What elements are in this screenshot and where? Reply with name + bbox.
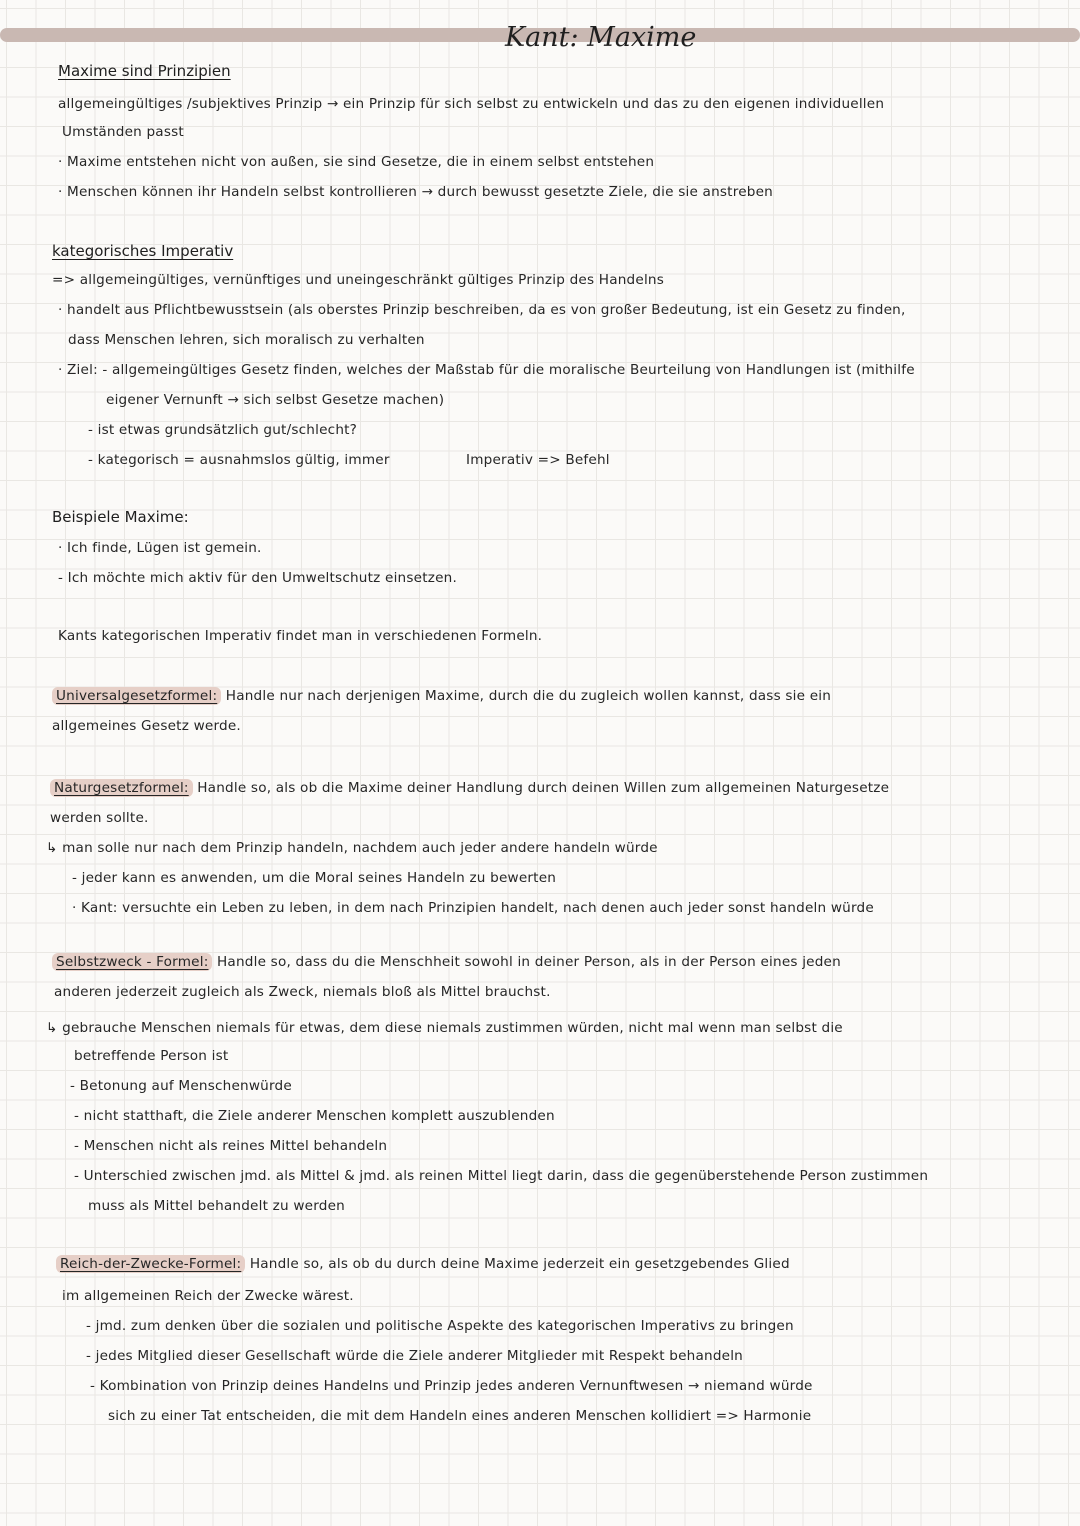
side-note: Imperativ => Befehl xyxy=(466,452,610,468)
text-line: ↳ man solle nur nach dem Prinzip handeln, nachdem auch jeder andere handeln würde xyxy=(46,840,658,856)
formula-label: Naturgesetzformel: xyxy=(50,779,193,797)
text-line: · Maxime entstehen nicht von außen, sie sind Gesetze, die in einem selbst entstehen xyxy=(58,154,655,170)
section-heading-maxime: Maxime sind Prinzipien xyxy=(58,62,231,80)
text-line: - Kombination von Prinzip deines Handelns und Prinzip jedes anderen Vernunftwesen → niemand würde xyxy=(90,1378,813,1394)
text-line: sich zu einer Tat entscheiden, die mit dem Handeln eines anderen Menschen kollidiert => Harmonie xyxy=(108,1408,812,1424)
text-line: - kategorisch = ausnahmslos gültig, immer xyxy=(88,452,390,468)
formula-label: Reich-der-Zwecke-Formel: xyxy=(56,1255,245,1273)
section-heading-beispiele: Beispiele Maxime: xyxy=(52,508,189,526)
text-line: => allgemeingültiges, vernünftiges und uneingeschränkt gültiges Prinzip des Handelns xyxy=(52,272,665,288)
text-line: allgemeingültiges /subjektives Prinzip → ein Prinzip für sich selbst zu entwickeln und das zu den eigenen individuellen xyxy=(58,96,885,112)
page-title: Kant: Maxime xyxy=(505,22,697,53)
text-line: · Ich finde, Lügen ist gemein. xyxy=(58,540,262,556)
text-line: - Menschen nicht als reines Mittel behandeln xyxy=(74,1138,388,1154)
text-line: · handelt aus Pflichtbewusstsein (als oberstes Prinzip beschreiben, da es von großer Bedeutung, ist ein Gesetz zu finden, xyxy=(58,302,906,318)
text-line: - Unterschied zwischen jmd. als Mittel & jmd. als reinen Mittel liegt darin, dass die gegenüberstehende Person zustimmen xyxy=(74,1168,929,1184)
text-line: Handle so, dass du die Menschheit sowohl in deiner Person, als in der Person eines jeden xyxy=(217,954,841,970)
text-line: - jeder kann es anwenden, um die Moral seines Handeln zu bewerten xyxy=(72,870,557,886)
text-line: im allgemeinen Reich der Zwecke wärest. xyxy=(62,1288,354,1304)
formula-selbstzweck xyxy=(52,954,841,970)
formula-universal xyxy=(52,688,831,704)
text-line: - Betonung auf Menschenwürde xyxy=(70,1078,292,1094)
text-line: - jmd. zum denken über die sozialen und politische Aspekte des kategorischen Imperativs zu bringen xyxy=(86,1318,794,1334)
text-line: werden sollte. xyxy=(50,810,149,826)
text-line: ↳ gebrauche Menschen niemals für etwas, dem diese niemals zustimmen würden, nicht mal wenn man selbst die xyxy=(46,1020,843,1036)
section-heading-imperativ: kategorisches Imperativ xyxy=(52,242,234,260)
formula-naturgesetz xyxy=(50,780,889,796)
text-line: allgemeines Gesetz werde. xyxy=(52,718,241,734)
text-line: - nicht statthaft, die Ziele anderer Menschen komplett auszublenden xyxy=(74,1108,555,1124)
text-line: muss als Mittel behandelt zu werden xyxy=(88,1198,345,1214)
text-line: Handle so, als ob du durch deine Maxime jederzeit ein gesetzgebendes Glied xyxy=(249,1256,790,1272)
text-line: Umständen passt xyxy=(62,124,184,140)
formula-label: Universalgesetzformel: xyxy=(52,687,221,705)
text-line: anderen jederzeit zugleich als Zweck, niemals bloß als Mittel brauchst. xyxy=(54,984,551,1000)
text-line: · Menschen können ihr Handeln selbst kontrollieren → durch bewusst gesetzte Ziele, die sie anstreben xyxy=(58,184,773,200)
text-line: eigener Vernunft → sich selbst Gesetze machen) xyxy=(106,392,445,408)
text-line: dass Menschen lehren, sich moralisch zu verhalten xyxy=(68,332,425,348)
text-line: · Ziel: - allgemeingültiges Gesetz finden, welches der Maßstab für die moralische Beurteilung von Handlungen ist (mithilfe xyxy=(58,362,915,378)
formula-reich-der-zwecke xyxy=(56,1256,790,1272)
text-line: betreffende Person ist xyxy=(74,1048,229,1064)
text-line: - Ich möchte mich aktiv für den Umweltschutz einsetzen. xyxy=(58,570,457,586)
text-line: - jedes Mitglied dieser Gesellschaft würde die Ziele anderer Mitglieder mit Respekt behandeln xyxy=(86,1348,744,1364)
formula-label: Selbstzweck - Formel: xyxy=(52,953,212,971)
text-line: - ist etwas grundsätzlich gut/schlecht? xyxy=(88,422,358,438)
text-line: · Kant: versuchte ein Leben zu leben, in dem nach Prinzipien handelt, nach denen auch jeder sonst handeln würde xyxy=(72,900,874,916)
text-line: Handle nur nach derjenigen Maxime, durch die du zugleich wollen kannst, dass sie ein xyxy=(225,688,832,704)
intro-line: Kants kategorischen Imperativ findet man in verschiedenen Formeln. xyxy=(58,628,543,644)
text-line: Handle so, als ob die Maxime deiner Handlung durch deinen Willen zum allgemeinen Naturgesetze xyxy=(197,780,890,796)
